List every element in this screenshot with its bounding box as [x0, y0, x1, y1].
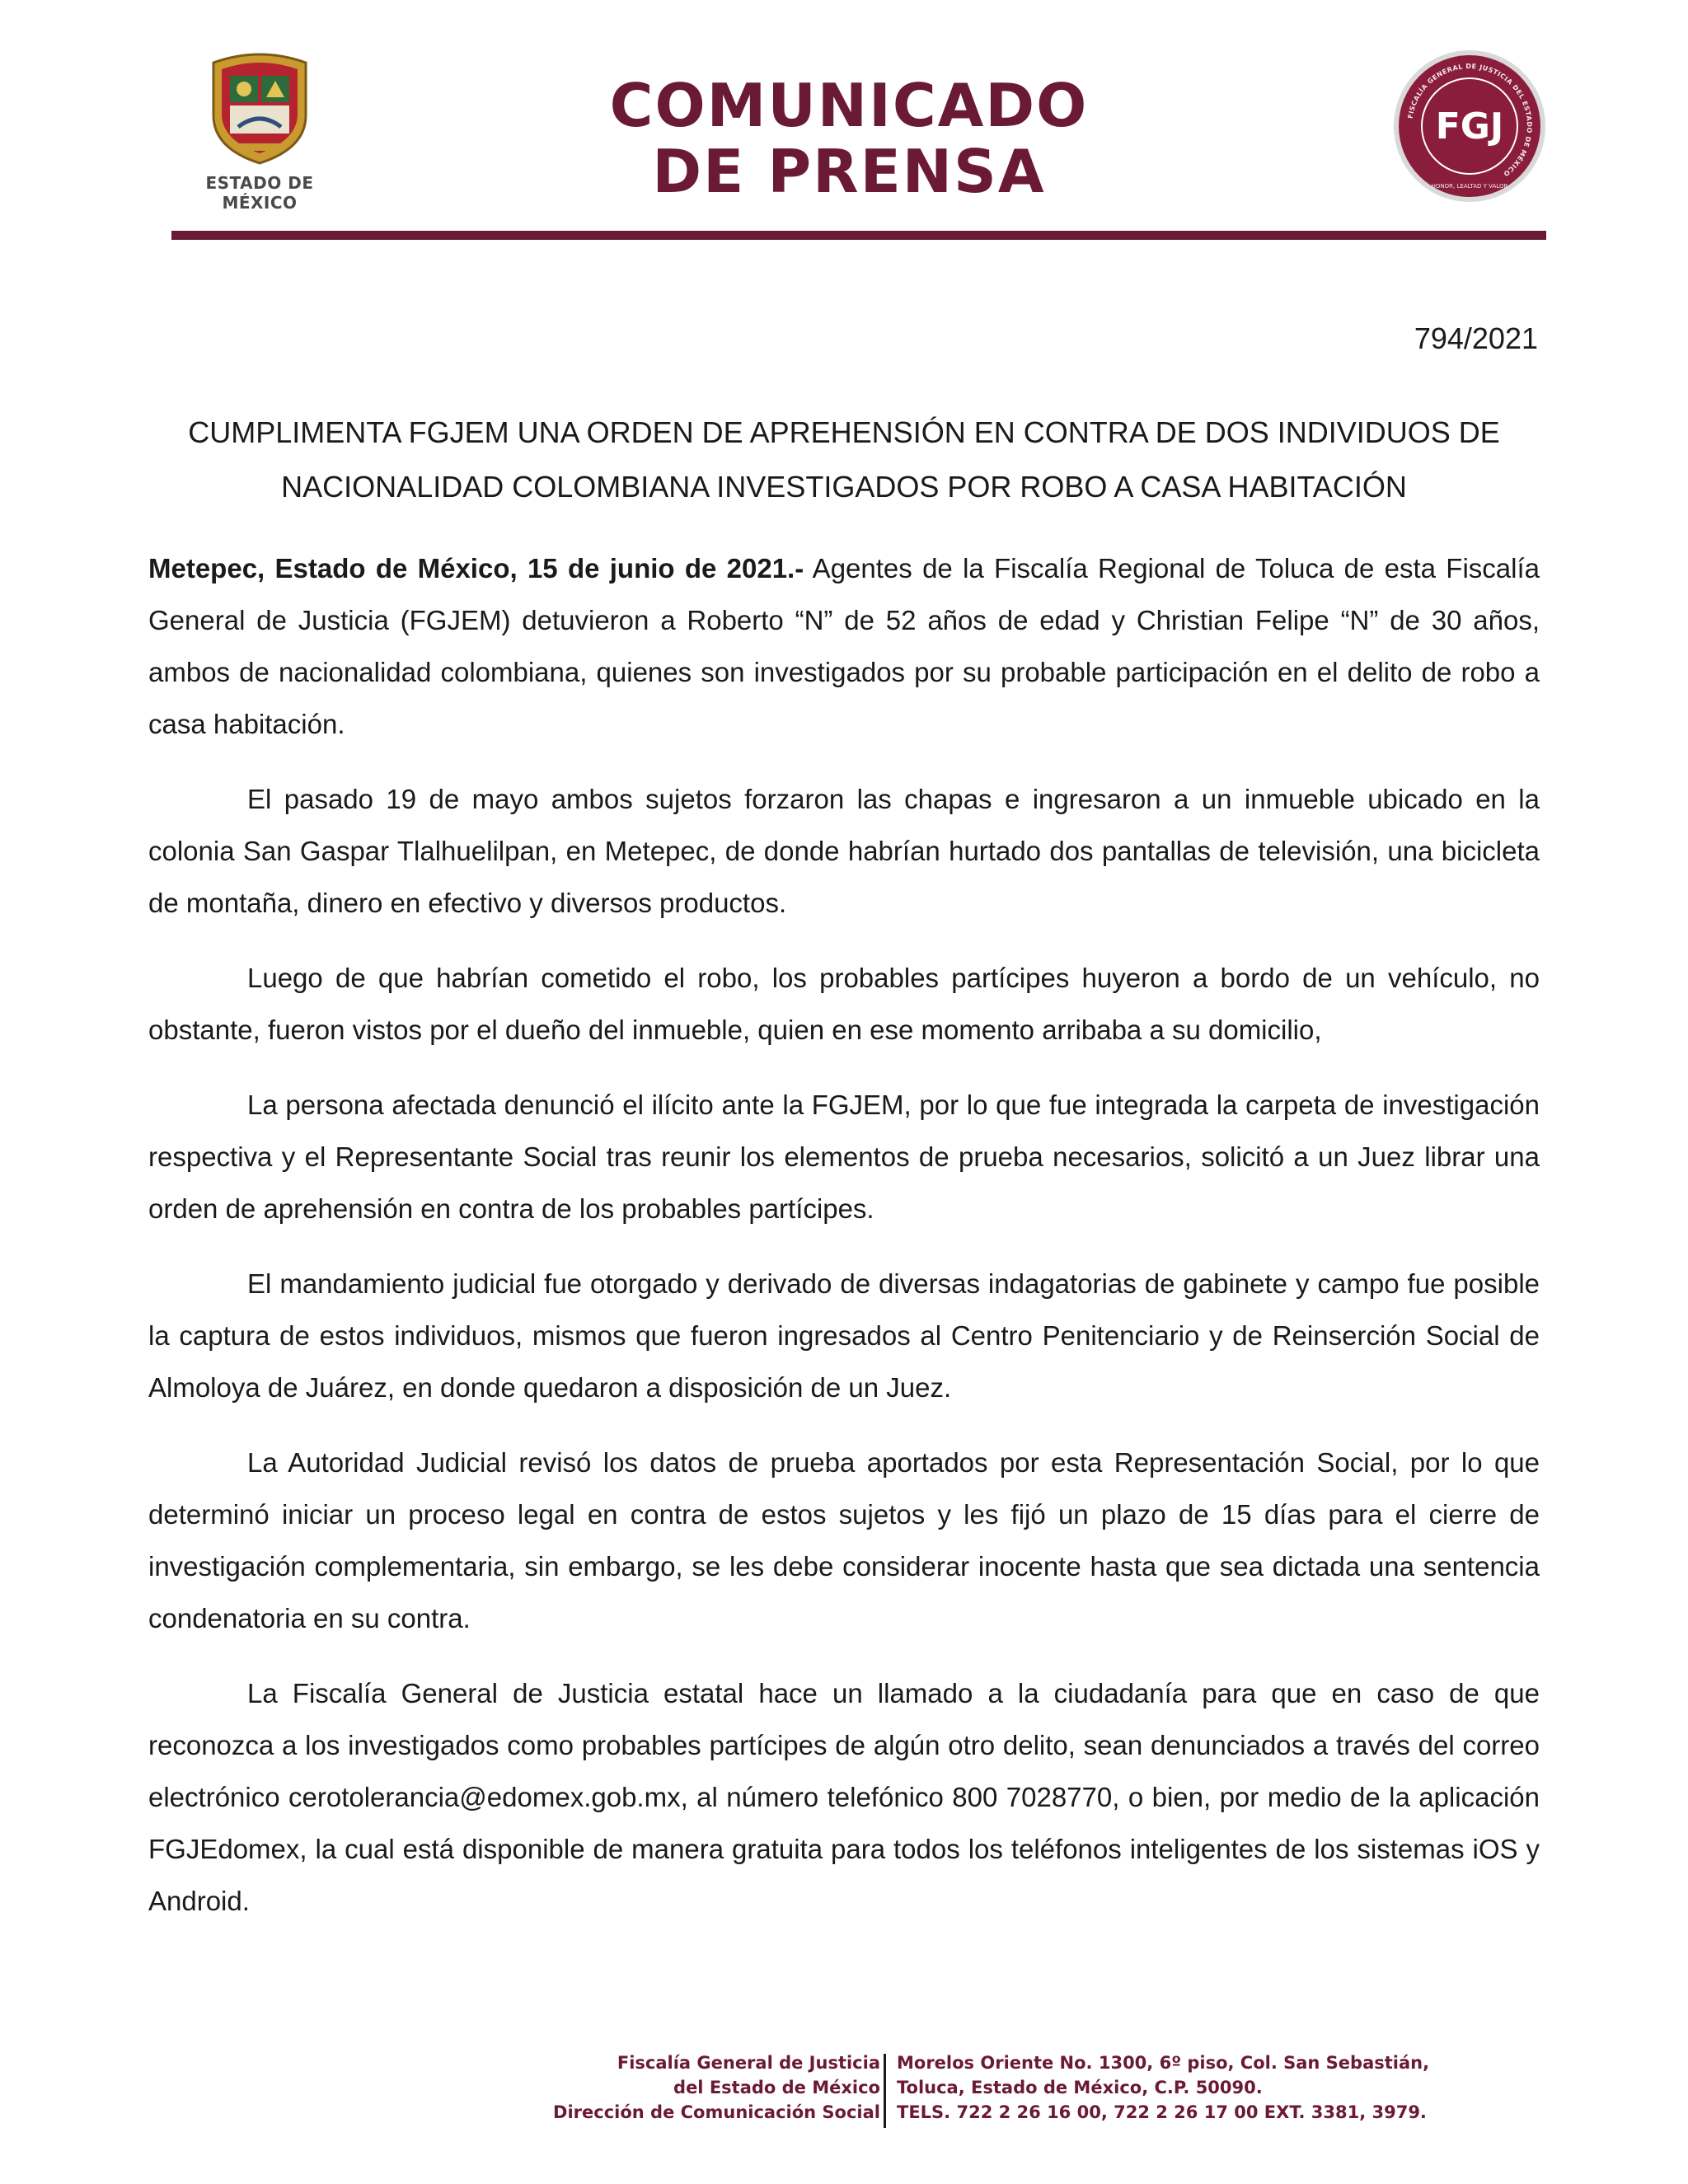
- footer-org-line-1: Fiscalía General de Justicia: [617, 2053, 880, 2073]
- paragraph-6: La Autoridad Judicial revisó los datos de prueba aportados por esta Representación Social, por lo que determinó iniciar un proceso legal en contra de estos sujetos y les fijó un plazo de 15 días para el cierre de investigación complementaria, sin embargo, se les debe considerar inocente hasta que sea dictada una sentencia condenatoria en su contra.: [148, 1447, 1540, 1633]
- footer-address-line-1: Morelos Oriente No. 1300, 6º piso, Col. San Sebastián,: [897, 2053, 1430, 2073]
- paragraph-5: El mandamiento judicial fue otorgado y derivado de diversas indagatorias de gabinete y campo fue posible la captura de estos individuos, mismos que fueron ingresados al Centro Penitenciario y de Reinserción Social de Almoloya de Juárez, en donde quedaron a disposición de un Juez.: [148, 1268, 1540, 1403]
- paragraph-1-text: Agentes de la Fiscalía Regional de Toluca de esta Fiscalía General de Justicia (FGJEM) detuvieron a Roberto “N” de 52 años de edad y Christian Felipe “N” de 30 años, ambos de nacionalidad colombiana, quienes son investigados por su probable participación en el delito de robo a casa habitación.: [148, 553, 1540, 739]
- paragraph-3: Luego de que habrían cometido el robo, los probables partícipes huyeron a bordo de un vehículo, no obstante, fueron vistos por el dueño del inmueble, quien en ese momento arribaba a su domicilio,: [148, 963, 1540, 1045]
- estado-de-mexico-logo: [169, 48, 350, 213]
- title-line-2: DE PRENSA: [652, 137, 1046, 206]
- paragraph-4: La persona afectada denunció el ilícito ante la FGJEM, por lo que fue integrada la carpeta de investigación respectiva y el Representante Social tras reunir los elementos de prueba necesarios, solicitó a un Juez librar una orden de aprehensión en contra de los probables partícipes.: [148, 1090, 1540, 1224]
- seal-motto: HONOR, LEALTAD Y VALOR: [1431, 183, 1508, 190]
- footer-divider: [884, 2054, 886, 2128]
- seal-initials: FGJ: [1435, 105, 1504, 148]
- release-number: 794/2021: [1414, 321, 1538, 355]
- footer-organization: [553, 2050, 880, 2125]
- footer-address-line-2: Toluca, Estado de México, C.P. 50090.: [897, 2078, 1263, 2097]
- article-body: [148, 542, 1540, 1950]
- footer-org-line-3: Dirección de Comunicación Social: [553, 2102, 880, 2122]
- dateline: Metepec, Estado de México, 15 de junio de 2021.-: [148, 553, 804, 583]
- page-title: [495, 73, 1203, 204]
- footer-address-line-3: TELS. 722 2 26 16 00, 722 2 26 17 00 EXT. 3381, 3979.: [897, 2102, 1427, 2122]
- logo-caption: ESTADO DE MÉXICO: [205, 173, 314, 213]
- header-divider: [171, 231, 1546, 240]
- fgj-seal-icon: [1391, 48, 1548, 204]
- footer-org-line-2: del Estado de México: [673, 2078, 880, 2097]
- headline: CUMPLIMENTA FGJEM UNA ORDEN DE APREHENSIÓN EN CONTRA DE DOS INDIVIDUOS DE NACIONALIDAD COLOMBIANA INVESTIGADOS POR ROBO A CASA HABITACIÓN: [188, 415, 1500, 504]
- footer-address: [897, 2050, 1429, 2125]
- coat-of-arms-icon: [202, 48, 317, 165]
- paragraph-1: [148, 542, 1540, 750]
- seal-ring-text: FISCALÍA GENERAL DE JUSTICIA DEL ESTADO DE MÉXICO: [1406, 62, 1534, 178]
- paragraph-7: La Fiscalía General de Justicia estatal hace un llamado a la ciudadanía para que en caso de que reconozca a los investigados como probables partícipes de algún otro delito, sean denunciados a través del correo electrónico cerotolerancia@edomex.gob.mx, al número telefónico 800 7028770, o bien, por medio de la aplicación FGJEdomex, la cual está disponible de manera gratuita para todos los teléfonos inteligentes de los sistemas iOS y Android.: [148, 1678, 1540, 1916]
- title-line-1: COMUNICADO: [609, 71, 1089, 140]
- paragraph-2: El pasado 19 de mayo ambos sujetos forzaron las chapas e ingresaron a un inmueble ubicado en la colonia San Gaspar Tlalhuelilpan, en Metepec, de donde habrían hurtado dos pantallas de televisión, una bicicleta de montaña, dinero en efectivo y diversos productos.: [148, 784, 1540, 918]
- fgj-seal-logo: [1391, 48, 1548, 204]
- footer: [412, 2050, 1430, 2130]
